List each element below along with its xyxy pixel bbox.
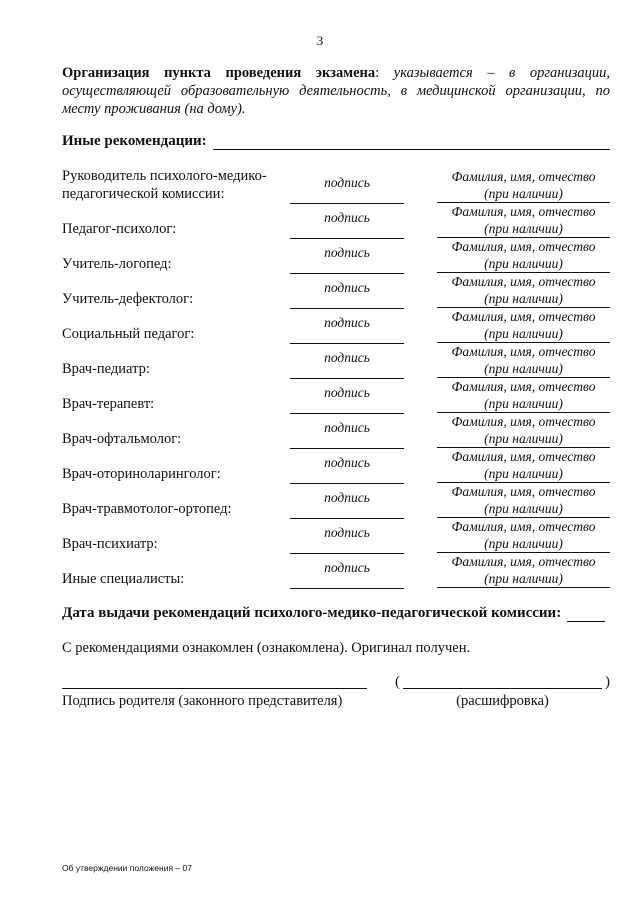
full-name-note: (при наличии) [437,325,610,343]
signature-placeholder: подпись [324,280,370,295]
specialist-row [62,273,610,308]
decoding-close-paren: ) [605,674,610,690]
full-name-label: Фамилия, имя, отчество [451,169,596,184]
signature-field [290,413,404,449]
specialist-row [62,378,610,413]
full-name-field [437,168,610,203]
exam-organization-colon: : [375,65,380,81]
specialist-row [62,308,610,343]
specialist-role: Иные специалисты: [62,571,185,587]
specialist-role: Врач-педиатр: [62,361,150,377]
full-name-label: Фамилия, имя, отчество [451,274,596,289]
other-recommendations-label: Иные рекомендации: [62,133,207,149]
full-name-note: (при наличии) [437,220,610,238]
full-name-field [437,518,610,553]
full-name-label: Фамилия, имя, отчество [451,554,596,569]
signature-field [290,203,404,239]
full-name-note: (при наличии) [437,290,610,308]
signature-placeholder: подпись [324,315,370,330]
signature-field [290,518,404,554]
full-name-note: (при наличии) [437,255,610,273]
full-name-note: (при наличии) [437,570,610,588]
parent-signature-line [62,676,367,689]
signature-field [290,168,404,204]
signature-placeholder: подпись [324,525,370,540]
signature-placeholder: подпись [324,420,370,435]
issue-date-line [567,607,605,622]
signature-placeholder: подпись [324,175,370,190]
specialist-role: Педагог-психолог: [62,221,177,237]
decoding-caption: (расшифровка) [456,693,549,709]
full-name-field [437,553,610,588]
decoding-line [403,676,602,689]
specialist-role: Руководитель психолого-медико-педагогической комиссии: [62,168,267,202]
full-name-note: (при наличии) [437,500,610,518]
signature-field [290,273,404,309]
signature-placeholder: подпись [324,560,370,575]
specialist-role: Учитель-дефектолог: [62,291,194,307]
signature-placeholder: подпись [324,385,370,400]
full-name-label: Фамилия, имя, отчество [451,344,596,359]
other-recommendations [62,133,610,150]
specialist-row [62,238,610,273]
other-recommendations-line [213,135,610,150]
signature-field [290,308,404,344]
specialist-row [62,168,610,203]
exam-organization-label: Организация пункта проведения экзамена [62,65,376,81]
full-name-label: Фамилия, имя, отчество [451,204,596,219]
full-name-label: Фамилия, имя, отчество [451,484,596,499]
signature-placeholder: подпись [324,245,370,260]
signature-field [290,343,404,379]
specialist-role: Врач-психиатр: [62,536,158,552]
full-name-field [437,343,610,378]
signature-placeholder: подпись [324,455,370,470]
full-name-label: Фамилия, имя, отчество [451,449,596,464]
signature-field [290,378,404,414]
full-name-note: (при наличии) [437,360,610,378]
decoding-open-paren: ( [395,674,400,690]
specialist-row [62,553,610,588]
full-name-note: (при наличии) [437,185,610,203]
full-name-label: Фамилия, имя, отчество [451,519,596,534]
full-name-label: Фамилия, имя, отчество [451,309,596,324]
specialist-role: Врач-терапевт: [62,396,155,412]
full-name-field [437,413,610,448]
full-name-field [437,238,610,273]
full-name-note: (при наличии) [437,465,610,483]
specialist-role: Учитель-логопед: [62,256,172,272]
full-name-field [437,308,610,343]
specialist-row [62,483,610,518]
full-name-label: Фамилия, имя, отчество [451,239,596,254]
acknowledgement-text: С рекомендациями ознакомлен (ознакомлена). Оригинал получен. [62,640,471,656]
footer-note: Об утверждении положения – 07 [62,863,192,873]
issue-date-label: Дата выдачи рекомендаций психолого-медико-педагогической комиссии: [62,605,562,621]
full-name-label: Фамилия, имя, отчество [451,379,596,394]
decoding-field [395,674,610,690]
full-name-field [437,378,610,413]
signature-placeholder: подпись [324,350,370,365]
issue-date [62,605,610,622]
specialist-row [62,203,610,238]
page-number: 3 [316,33,324,48]
specialist-role: Врач-травмотолог-ортопед: [62,501,232,517]
signature-placeholder: подпись [324,490,370,505]
exam-organization-text: указывается – в организации, осуществляющей образовательную деятельность, в медицинской организации, по месту проживания (на дому). [62,65,611,117]
signature-field [290,483,404,519]
specialist-role: Врач-офтальмолог: [62,431,182,447]
signature-field [290,553,404,589]
full-name-field [437,483,610,518]
full-name-field [437,273,610,308]
specialist-row [62,518,610,553]
full-name-note: (при наличии) [437,395,610,413]
specialist-row [62,343,610,378]
full-name-note: (при наличии) [437,535,610,553]
signature-field [290,238,404,274]
parent-signature-caption: Подпись родителя (законного представителя) [62,693,343,709]
full-name-field [437,203,610,238]
full-name-note: (при наличии) [437,430,610,448]
specialist-role: Социальный педагог: [62,326,195,342]
exam-organization-paragraph [62,64,610,118]
specialist-role: Врач-оториноларинголог: [62,466,221,482]
specialist-row [62,413,610,448]
signature-field [290,448,404,484]
specialist-row [62,448,610,483]
full-name-label: Фамилия, имя, отчество [451,414,596,429]
full-name-field [437,448,610,483]
signature-placeholder: подпись [324,210,370,225]
